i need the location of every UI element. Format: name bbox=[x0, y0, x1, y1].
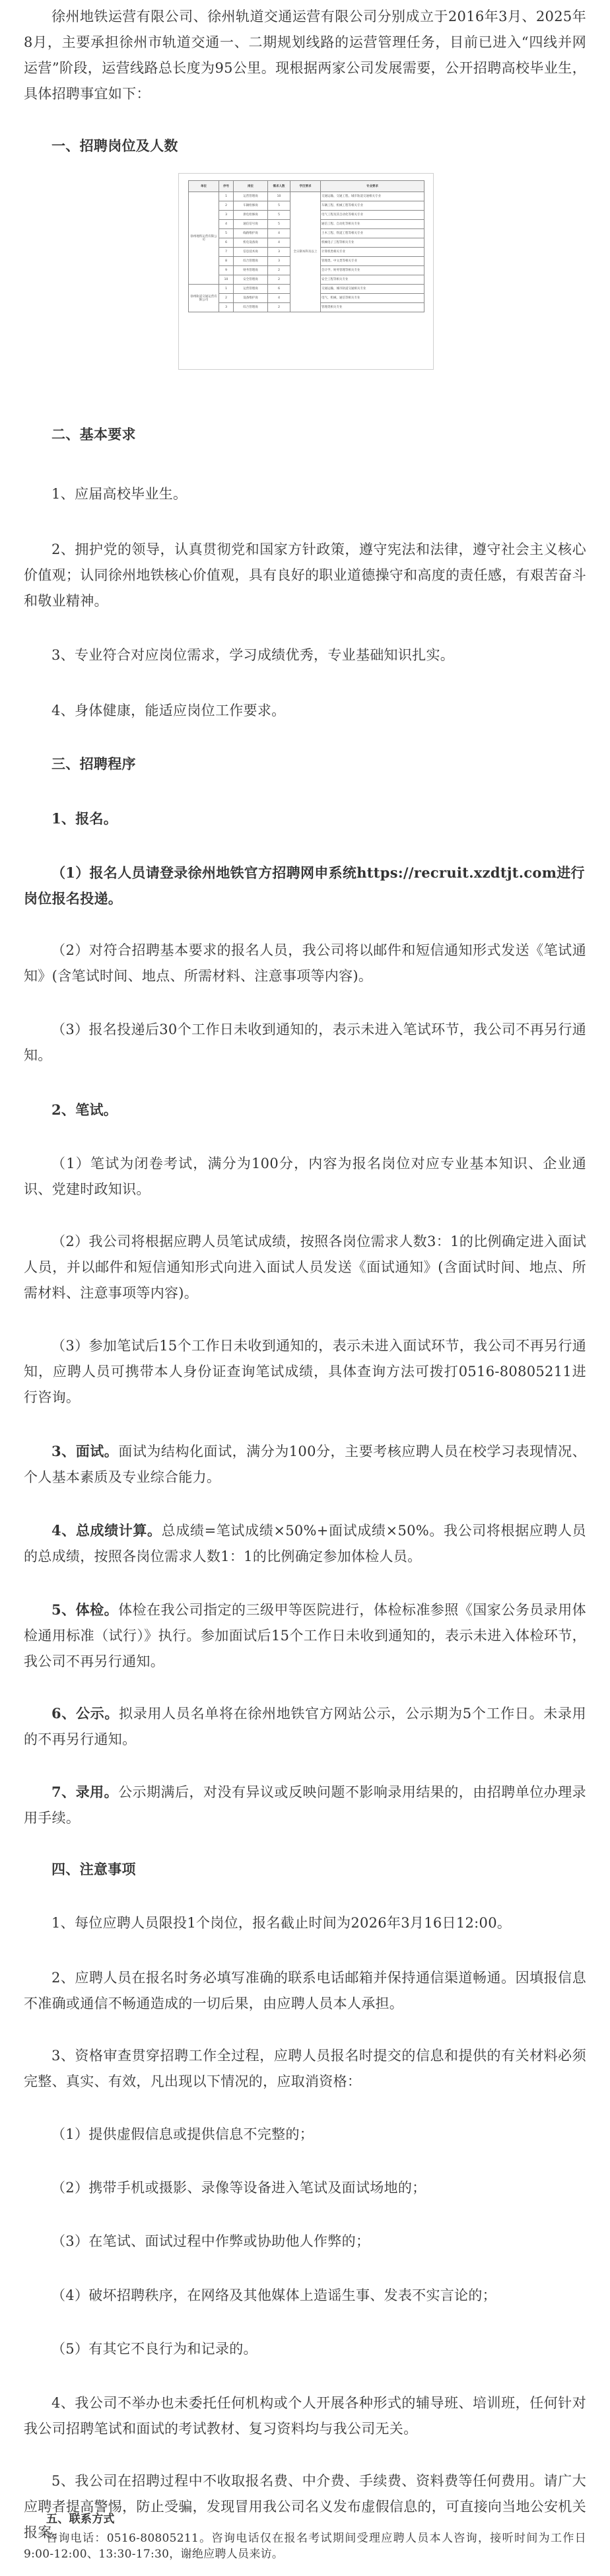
table-cell: 5 bbox=[268, 220, 290, 229]
step-2-title: 2、笔试。 bbox=[51, 1101, 118, 1118]
table-header-cell: 序号 bbox=[219, 181, 234, 192]
step-6-label: 6、公示。 bbox=[51, 1705, 119, 1722]
note-3-item-4: （4）破坏招聘秩序，在网络及其他媒体上造谣生事、发表不实言论的； bbox=[51, 2287, 496, 2303]
step-6-text: 拟录用人员名单将在徐州地铁官方网站公示，公示期为5个工作日。未录用的不再另行通知。 bbox=[24, 1706, 586, 1747]
step-4-label: 4、总成绩计算。 bbox=[51, 1522, 162, 1539]
table-cell: 2 bbox=[219, 294, 234, 303]
table-cell: 电气、机械、通信等相关专业 bbox=[321, 294, 424, 303]
step-2-item-2: （2）我公司将根据应聘人员笔试成绩，按照各岗位需求人数3：1的比例确定进入面试人员，并以邮件和短信通知形式向进入面试人员发送《面试通知》(含面试时间、地点、所需材料、注意事项等内容)。 bbox=[24, 1234, 586, 1301]
step-7-label: 7、录用。 bbox=[51, 1784, 119, 1800]
step-3-text: 面试为结构化面试，满分为100分，主要考核应聘人员在校学习表现情况、个人基本素质及专业综合能力。 bbox=[24, 1444, 586, 1485]
table-cell: 计算机类相关专业 bbox=[321, 248, 424, 257]
requirement-1: 1、应届高校毕业生。 bbox=[51, 486, 187, 502]
table-cell: 通信工程、自动化等相关专业 bbox=[321, 220, 424, 229]
table-cell: 通信信号岗 bbox=[234, 220, 268, 229]
table-cell: 4 bbox=[268, 229, 290, 238]
table-header-cell: 单位 bbox=[189, 181, 219, 192]
table-cell: 7 bbox=[219, 248, 234, 257]
step-1-item-3: （3）报名投递后30个工作日未收到通知的，表示未进入笔试环节，我公司不再另行通知。 bbox=[24, 1022, 586, 1063]
table-cell: 4 bbox=[268, 294, 290, 303]
requirement-4: 4、身体健康，能适应岗位工作要求。 bbox=[51, 703, 286, 718]
section-title-notes: 四、注意事项 bbox=[51, 1861, 136, 1877]
table-cell: 车辆检修岗 bbox=[234, 201, 268, 211]
step-1-item-1: （1）报名人员请登录徐州地铁官方招聘网申系统https://recruit.xzdtjt.com进行岗位报名投递。 bbox=[24, 864, 585, 907]
note-3-item-2: （2）携带手机或摄影、录像等设备进入笔试及面试场地的； bbox=[51, 2180, 426, 2196]
table-cell: 10 bbox=[219, 275, 234, 285]
table-header-cell: 专业要求 bbox=[321, 181, 424, 192]
table-cell: 3 bbox=[219, 211, 234, 220]
table-cell: 管理类、中文类等相关专业 bbox=[321, 257, 424, 266]
table-cell: 9 bbox=[219, 266, 234, 275]
table-header-cell: 岗位 bbox=[234, 181, 268, 192]
table-cell: 4 bbox=[268, 238, 290, 248]
section-title-procedure: 三、招聘程序 bbox=[51, 755, 136, 772]
positions-table bbox=[188, 180, 424, 312]
note-2: 2、应聘人员在报名时务必填写准确的联系电话邮箱并保持通信渠道畅通。因填报信息不准确或通信不畅通造成的一切后果，由应聘人员本人承担。 bbox=[24, 1970, 586, 2011]
table-cell: 交通运输、城市轨道交通相关专业 bbox=[321, 285, 424, 294]
note-3-item-5: （5）有其它不良行为和记录的。 bbox=[51, 2341, 257, 2357]
step-5-paragraph bbox=[24, 1597, 586, 1675]
table-cell: 运营管理岗 bbox=[234, 192, 268, 201]
table-header-cell: 需求人数 bbox=[268, 181, 290, 192]
table-cell: 车辆工程、机械工程等相关专业 bbox=[321, 201, 424, 211]
note-4: 4、我公司不举办也未委托任何机构或个人开展各种形式的辅导班、培训班，任何针对我公司招聘笔试和面试的考试教材、复习资料均与我公司无关。 bbox=[24, 2395, 586, 2437]
positions-table-image bbox=[178, 173, 434, 370]
table-cell: 安全管理岗 bbox=[234, 275, 268, 285]
step-1-title: 1、报名。 bbox=[51, 810, 118, 827]
table-cell: 6 bbox=[268, 285, 290, 294]
step-3-label: 3、面试。 bbox=[51, 1443, 119, 1459]
table-cell: 5 bbox=[268, 201, 290, 211]
step-2-item-3: （3）参加笔试后15个工作日未收到通知的，表示未进入面试环节，我公司不再另行通知，应聘人员可携带本人身份证查询笔试成绩，具体查询方法可拨打0516-80805211进行咨询。 bbox=[24, 1338, 586, 1405]
table-header-row bbox=[189, 181, 424, 192]
table-cell: 2 bbox=[268, 303, 290, 312]
note-3-item-1: （1）提供虚假信息或提供信息不完整的； bbox=[51, 2126, 314, 2142]
section-title-contact: 五、联系方式 bbox=[46, 2513, 115, 2526]
table-cell: 设备维护岗 bbox=[234, 294, 268, 303]
table-cell: 3 bbox=[268, 257, 290, 266]
table-cell: 4 bbox=[219, 220, 234, 229]
table-cell: 土木工程、铁道工程等相关专业 bbox=[321, 229, 424, 238]
table-cell: 机械电子工程等相关专业 bbox=[321, 238, 424, 248]
table-row bbox=[189, 192, 424, 201]
table-cell: 信息技术岗 bbox=[234, 248, 268, 257]
table-cell: 线路维护岗 bbox=[234, 229, 268, 238]
table-cell: 综合管理岗 bbox=[234, 257, 268, 266]
table-cell: 会计学、财务管理等相关专业 bbox=[321, 266, 424, 275]
table-cell: 3 bbox=[219, 303, 234, 312]
step-6-paragraph bbox=[24, 1700, 586, 1753]
table-cell: 1 bbox=[219, 285, 234, 294]
table-cell: 6 bbox=[219, 238, 234, 248]
table-cell: 5 bbox=[268, 211, 290, 220]
step-7-paragraph bbox=[24, 1779, 586, 1831]
table-cell: 5 bbox=[219, 229, 234, 238]
company-cell: 徐州轨道交通运营有限公司 bbox=[189, 285, 219, 312]
table-cell: 综合管理岗 bbox=[234, 303, 268, 312]
step-7-text: 公示期满后，对没有异议或反映问题不影响录用结果的，由招聘单位办理录用手续。 bbox=[24, 1784, 586, 1826]
table-header-cell: 学历要求 bbox=[290, 181, 321, 192]
requirement-3: 3、专业符合对应岗位需求，学习成绩优秀，专业基础知识扎实。 bbox=[51, 647, 455, 663]
section-title-requirements: 二、基本要求 bbox=[51, 426, 136, 442]
step-3-paragraph bbox=[24, 1438, 586, 1490]
education-cell: 全日制本科及以上 bbox=[290, 192, 321, 312]
table-cell: 1 bbox=[219, 192, 234, 201]
intro-paragraph: 徐州地铁运营有限公司、徐州轨道交通运营有限公司分别成立于2016年3月、2025年8月，主要承担徐州市轨道交通一、二期规划线路的运营管理任务，目前已进入“四线并网运营”阶段，运营线路总长度为95公里。现根据两家公司发展需要，公开招聘高校毕业生，具体招聘事宜如下： bbox=[24, 9, 586, 102]
table-cell: 2 bbox=[268, 275, 290, 285]
company-cell: 徐州地铁运营有限公司 bbox=[189, 192, 219, 285]
table-cell: 管理类相关专业 bbox=[321, 303, 424, 312]
table-cell: 电气工程及其自动化等相关专业 bbox=[321, 211, 424, 220]
table-cell: 财务管理岗 bbox=[234, 266, 268, 275]
table-cell: 安全工程等相关专业 bbox=[321, 275, 424, 285]
table-cell: 8 bbox=[219, 257, 234, 266]
step-4-paragraph bbox=[24, 1517, 586, 1570]
note-3-item-3: （3）在笔试、面试过程中作弊或协助他人作弊的； bbox=[51, 2233, 370, 2249]
step-5-label: 5、体检。 bbox=[51, 1601, 119, 1618]
contact-paragraph: 咨询电话：0516-80805211。咨询电话仅在报名考试期间受理应聘人员本人咨询，接听时间为工作日9:00-12:00、13:30-17:30，谢绝应聘人员来访。 bbox=[24, 2532, 586, 2561]
table-cell: 3 bbox=[268, 248, 290, 257]
table-cell: 2 bbox=[219, 201, 234, 211]
table-cell: 运营管理岗 bbox=[234, 285, 268, 294]
step-5-text: 体检在我公司指定的三级甲等医院进行，体检标准参照《国家公务员录用体检通用标准（试行）》执行。参加面试后15个工作日未收到通知的，表示未进入体检环节，我公司不再另行通知。 bbox=[24, 1602, 586, 1669]
note-3: 3、资格审查贯穿招聘工作全过程，应聘人员报名时提交的信息和提供的有关材料必须完整、真实、有效，凡出现以下情况的，应取消资格： bbox=[24, 2048, 586, 2089]
note-5: 5、我公司在招聘过程中不收取报名费、中介费、手续费、资料费等任何费用。请广大应聘者提高警惕，防止受骗，发现冒用我公司名义发布虚假信息的，可直接向当地公安机关报案。 bbox=[24, 2473, 586, 2540]
table-cell: 2 bbox=[268, 266, 290, 275]
table-cell: 交通运输、交通工程、城市轨道交通相关专业 bbox=[321, 192, 424, 201]
table-cell: 机电设备岗 bbox=[234, 238, 268, 248]
table-cell: 供电检修岗 bbox=[234, 211, 268, 220]
step-4-text: 总成绩=笔试成绩×50%+面试成绩×50%。我公司将根据应聘人员的总成绩，按照各岗位需求人数1：1的比例确定参加体检人员。 bbox=[24, 1523, 586, 1564]
section-title-positions: 一、招聘岗位及人数 bbox=[51, 137, 178, 154]
table-cell: 10 bbox=[268, 192, 290, 201]
requirement-2: 2、拥护党的领导，认真贯彻党和国家方针政策，遵守宪法和法律，遵守社会主义核心价值观；认同徐州地铁核心价值观，具有良好的职业道德操守和高度的责任感，有艰苦奋斗和敬业精神。 bbox=[24, 541, 586, 609]
step-1-item-2: （2）对符合招聘基本要求的报名人员，我公司将以邮件和短信通知形式发送《笔试通知》(含笔试时间、地点、所需材料、注意事项等内容)。 bbox=[24, 942, 586, 984]
note-1: 1、每位应聘人员限投1个岗位，报名截止时间为2026年3月16日12:00。 bbox=[51, 1915, 512, 1931]
step-2-item-1: （1）笔试为闭卷考试，满分为100分，内容为报名岗位对应专业基本知识、企业通识、党建时政知识。 bbox=[24, 1156, 586, 1197]
